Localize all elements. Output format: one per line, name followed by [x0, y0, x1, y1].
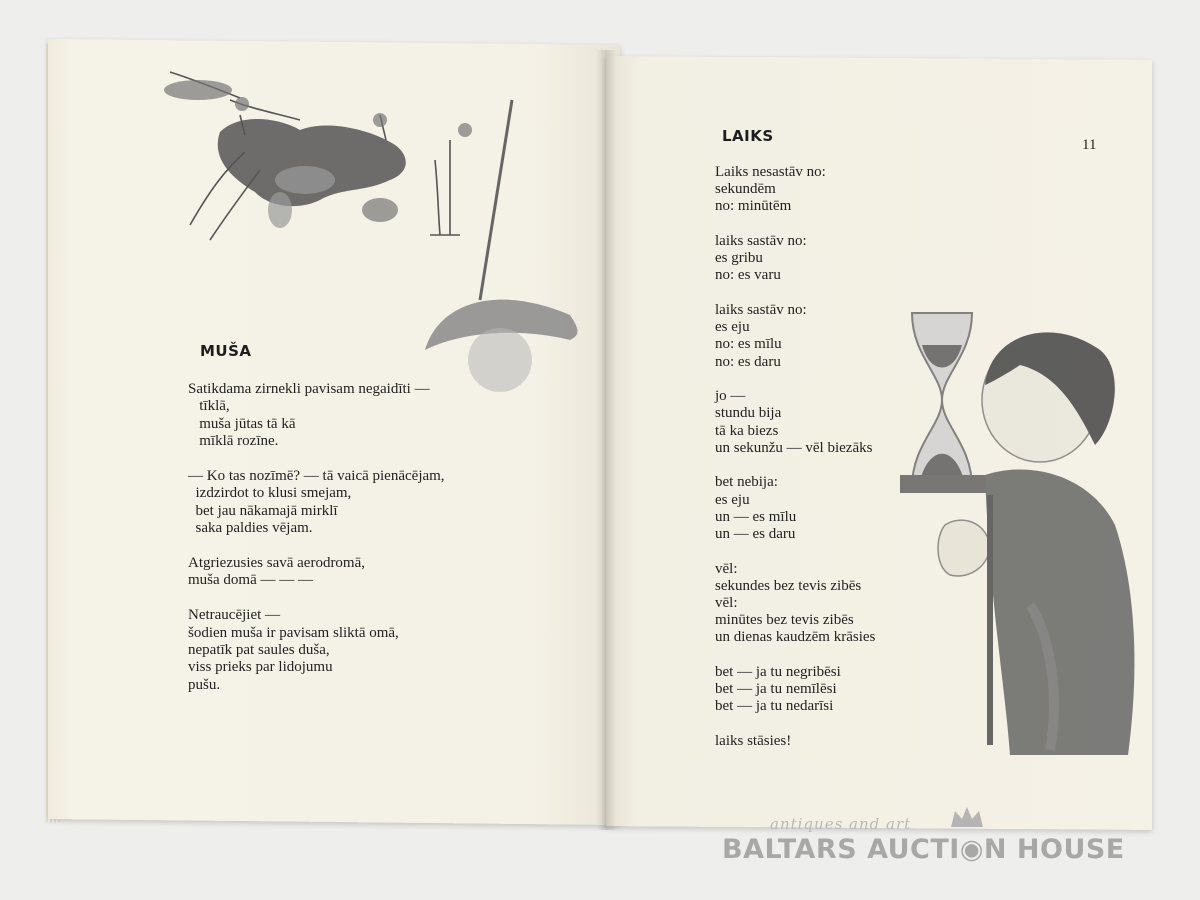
poem-line: un — es mīlu — [715, 508, 797, 525]
poem-line: es gribu — [715, 250, 763, 267]
poem-line: pušu. — [188, 676, 221, 693]
poem-line: laiks sastāv no: — [715, 302, 807, 318]
poem-body-musa — [188, 381, 445, 694]
poem-line: bet — ja tu negribēsi — [715, 664, 841, 681]
poem-line: tīklā, — [188, 398, 230, 415]
poem-stanza — [188, 555, 445, 590]
poem-line: Netraucējiet — — [188, 607, 281, 624]
page-number: 11 — [1082, 137, 1097, 153]
poem-line: bet nebija: — [715, 474, 778, 491]
poem-line: stundu bija — [715, 405, 782, 422]
poem-line: nepatīk pat saules duša, — [188, 642, 330, 659]
poem-line: bet jau nākamajā mirklī — [188, 502, 338, 519]
poem-line: no: es varu — [715, 267, 781, 284]
poem-line: es eju — [715, 319, 750, 336]
poem-line: bet — ja tu nedarīsi — [715, 698, 834, 715]
poem-stanza — [715, 388, 875, 457]
poem-line: Satikdama zirnekli pavisam negaidīti — — [188, 381, 430, 397]
poem-line: — Ko tas nozīmē? — tā vaicā pienācējam, — [188, 468, 445, 485]
watermark-name: BALTARS AUCTI◉N HOUSE — [722, 834, 1125, 865]
poem-line: es eju — [715, 491, 750, 508]
poem-line: saka paldies vējam. — [188, 520, 313, 537]
poem-stanza — [715, 233, 875, 285]
poem-line: vēl: — [715, 560, 738, 577]
watermark-tagline: antiques and art — [770, 815, 912, 833]
poem-line: tā ka biezs — [715, 422, 779, 439]
poem-stanza — [188, 468, 445, 538]
poem-stanza — [715, 474, 875, 543]
poem-line: laiks sastāv no: — [715, 233, 807, 249]
crown-icon — [947, 803, 987, 831]
poem-line: muša domā — — — — [188, 572, 313, 589]
poem-line: izdzirdot to klusi smejam, — [188, 485, 352, 502]
poem-title-musa: MUŠA — [200, 342, 252, 360]
fly-machine-illustration — [150, 60, 510, 360]
poem-line: un sekunžu — vēl biezāks — [715, 439, 873, 456]
poem-stanza — [715, 664, 875, 716]
poem-line: sekundēm — [715, 181, 776, 198]
poem-stanza — [188, 381, 445, 451]
poem-line: sekundes bez tevis zibēs — [715, 577, 862, 594]
poem-line: vēl: — [715, 595, 738, 612]
poem-stanza — [715, 561, 875, 647]
poem-line: Laiks nesastāv no: — [715, 164, 826, 180]
poem-line: šodien muša ir pavisam sliktā omā, — [188, 624, 399, 641]
poem-line: no: es mīlu — [715, 336, 782, 353]
poem-line: laiks stāsies! — [715, 733, 792, 750]
poem-body-laiks — [715, 164, 875, 750]
poem-line: muša jūtas tā kā — [188, 415, 296, 432]
child-hourglass-illustration — [890, 305, 1150, 765]
poem-stanza — [715, 164, 875, 216]
poem-line: Atgriezusies savā aerodromā, — [188, 555, 366, 572]
poem-line: minūtes bez tevis zibēs — [715, 612, 854, 629]
poem-line: un — es daru — [715, 526, 796, 543]
poem-line: jo — — [715, 388, 746, 405]
poem-line: no: es daru — [715, 353, 781, 370]
poem-title-laiks: LAIKS — [722, 127, 774, 145]
poem-stanza — [715, 733, 875, 750]
poem-line: no: minūtēm — [715, 198, 792, 215]
poem-line: mīklā rozīne. — [188, 433, 279, 450]
poem-line: un dienas kaudzēm krāsies — [715, 629, 876, 646]
poem-stanza — [188, 607, 445, 694]
poem-line: bet — ja tu nemīlēsi — [715, 681, 837, 698]
book-spine — [596, 50, 616, 830]
poem-stanza — [715, 302, 875, 371]
poem-line: viss prieks par lidojumu — [188, 659, 333, 676]
